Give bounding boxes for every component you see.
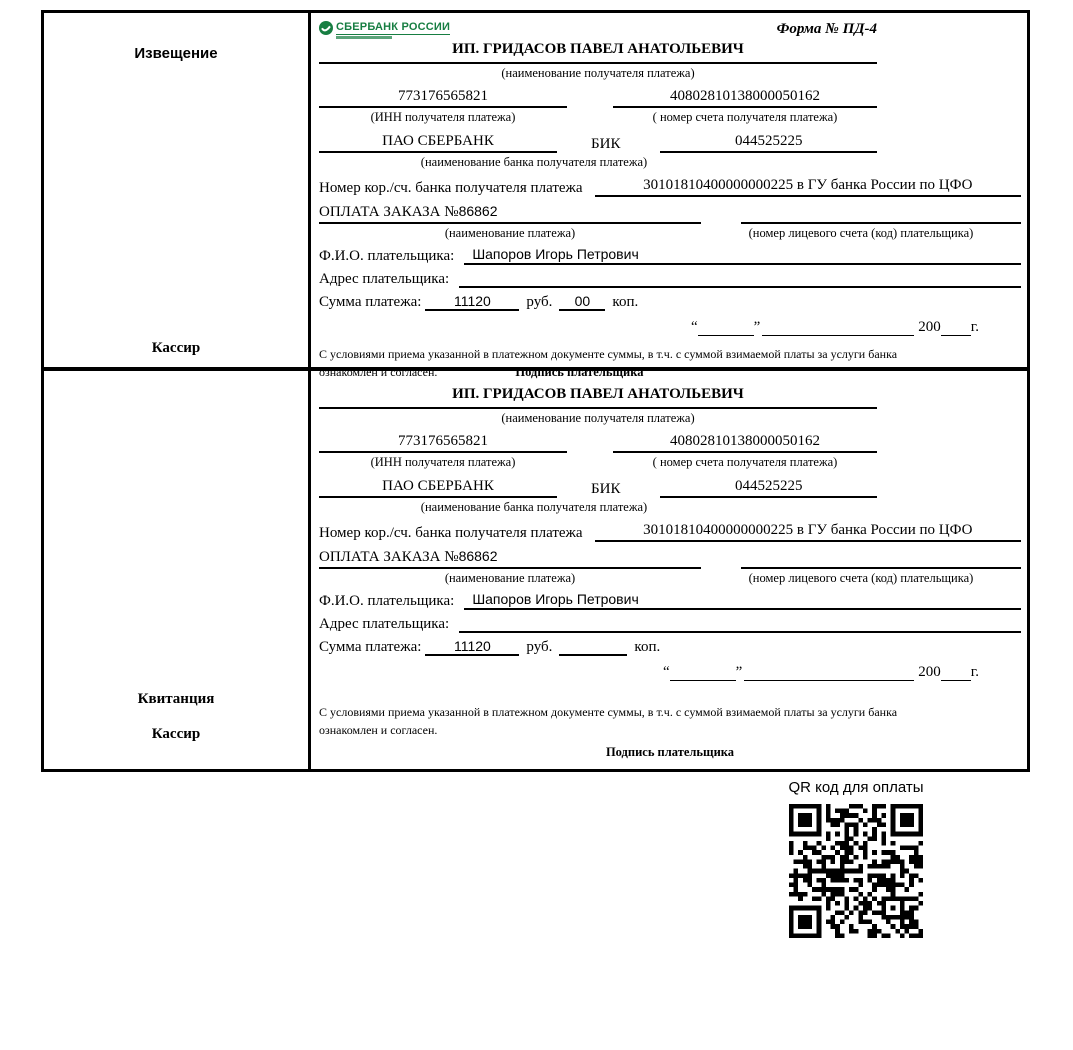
notice-section xyxy=(44,13,1027,379)
payer-fio-row xyxy=(319,591,1021,610)
year-suffix: г. xyxy=(970,664,979,680)
year-blank xyxy=(941,665,971,681)
payment-purpose-value: ОПЛАТА ЗАКАЗА №86862 xyxy=(319,203,701,224)
agreement-line2: ознакомлен и согласен. xyxy=(319,365,438,379)
payment-sum-row xyxy=(319,638,1021,656)
receipt-left-cell xyxy=(44,371,311,769)
rubles-label: руб. xyxy=(526,294,553,310)
close-quote: ” xyxy=(753,319,761,335)
payment-sum-label: Сумма платежа: xyxy=(319,294,422,310)
payer-address-row xyxy=(319,615,1021,633)
inn-value: 773176565821 xyxy=(319,433,567,453)
qr-block xyxy=(768,779,944,938)
inn-label: (ИНН получателя платежа) xyxy=(370,455,516,469)
inn-account-values xyxy=(319,433,877,453)
payment-purpose-row xyxy=(319,548,1021,569)
bank-row xyxy=(319,478,877,498)
payer-address-label: Адрес плательщика: xyxy=(319,616,450,632)
date-day-blank xyxy=(670,665,736,681)
header-row xyxy=(319,21,877,39)
personal-account-blank xyxy=(741,206,1021,224)
agreement-line1: С условиями приема указанной в платежном документе суммы, в т.ч. с суммой взимаемой платы за услуги банка xyxy=(319,347,898,361)
inn-account-values xyxy=(319,88,877,108)
sberbank-logo-subtext-strip xyxy=(336,36,392,39)
qr-code-image xyxy=(789,804,923,938)
account-value: 40802810138000050162 xyxy=(613,433,877,453)
payer-address-value xyxy=(459,615,1021,633)
bank-name-value: ПАО СБЕРБАНК xyxy=(319,133,557,153)
payer-signature-label: Подпись плательщика xyxy=(605,745,735,759)
form-number-label: Форма № ПД-4 xyxy=(776,21,877,37)
date-day-blank xyxy=(698,320,754,336)
payer-fio-label: Ф.И.О. плательщика: xyxy=(319,593,455,609)
account-label: ( номер счета получателя платежа) xyxy=(652,455,838,469)
payment-purpose-label: (наименование платежа) xyxy=(444,226,576,240)
payment-sum-label: Сумма платежа: xyxy=(319,639,422,655)
year-blank xyxy=(941,320,971,336)
payer-address-row xyxy=(319,270,1021,288)
receipt-section xyxy=(44,371,1027,769)
sberbank-logo-text: СБЕРБАНК РОССИИ xyxy=(336,21,451,33)
year-suffix: г. xyxy=(970,319,979,335)
kopecks-label: коп. xyxy=(634,639,661,655)
receipt-details xyxy=(311,371,1027,769)
inn-label: (ИНН получателя платежа) xyxy=(370,110,516,124)
agreement-text xyxy=(319,703,984,739)
payer-fio-value: Шапоров Игорь Петрович xyxy=(464,246,1021,265)
qr-code xyxy=(789,804,923,938)
account-value: 40802810138000050162 xyxy=(613,88,877,108)
sum-rubles-value: 11120 xyxy=(425,293,519,311)
order-number: 86862 xyxy=(458,203,498,219)
bank-row xyxy=(319,133,877,153)
corr-account-row xyxy=(319,177,1021,197)
qr-title: QR код для оплаты xyxy=(788,779,924,796)
payee-name: ИП. ГРИДАСОВ ПАВЕЛ АНАТОЛЬЕВИЧ xyxy=(319,386,877,409)
open-quote: “ xyxy=(690,319,698,335)
personal-account-blank xyxy=(741,551,1021,569)
payer-fio-label: Ф.И.О. плательщика: xyxy=(319,248,455,264)
date-month-blank xyxy=(744,665,914,681)
bank-name-label: (наименование банка получателя платежа) xyxy=(420,500,648,514)
bank-name-value: ПАО СБЕРБАНК xyxy=(319,478,557,498)
year-prefix: 200 xyxy=(918,664,941,680)
sberbank-logo-icon xyxy=(319,21,333,35)
corr-account-value: 30101810400000000225 в ГУ банка России по ЦФО xyxy=(595,177,1021,197)
sberbank-logo-textblock xyxy=(336,21,450,39)
date-row xyxy=(319,664,1021,681)
payment-purpose-row xyxy=(319,203,1021,224)
inn-value: 773176565821 xyxy=(319,88,567,108)
rubles-label: руб. xyxy=(526,639,553,655)
sberbank-logo xyxy=(319,21,450,39)
bik-value: 044525225 xyxy=(660,133,877,153)
date-month-blank xyxy=(762,320,914,336)
sum-kopecks-value xyxy=(559,638,627,656)
receipt-title: Квитанция xyxy=(137,691,215,707)
year-prefix: 200 xyxy=(918,319,941,335)
notice-left-cell xyxy=(44,13,311,367)
cashier-label: Кассир xyxy=(151,726,201,742)
payment-form xyxy=(41,10,1030,772)
recipient-name-label: (наименование получателя платежа) xyxy=(501,411,695,425)
bik-label: БИК xyxy=(591,136,621,152)
payer-fio-row xyxy=(319,246,1021,265)
sum-rubles-value: 11120 xyxy=(425,638,519,656)
bik-value: 044525225 xyxy=(660,478,877,498)
account-label: ( номер счета получателя платежа) xyxy=(652,110,838,124)
notice-details xyxy=(311,13,1027,379)
bik-label: БИК xyxy=(591,481,621,497)
agreement-line1: С условиями приема указанной в платежном документе суммы, в т.ч. с суммой взимаемой платы за услуги банка xyxy=(319,705,898,719)
payer-fio-value: Шапоров Игорь Петрович xyxy=(464,591,1021,610)
payee-name: ИП. ГРИДАСОВ ПАВЕЛ АНАТОЛЬЕВИЧ xyxy=(319,41,877,64)
bank-name-label: (наименование банка получателя платежа) xyxy=(420,155,648,169)
payer-signature-label: Подпись плательщика xyxy=(515,365,644,379)
kopecks-label: коп. xyxy=(612,294,639,310)
payer-address-value xyxy=(459,270,1021,288)
agreement-line2: ознакомлен и согласен. xyxy=(319,723,438,737)
personal-account-label: (номер лицевого счета (код) плательщика) xyxy=(748,226,974,240)
corr-account-row xyxy=(319,522,1021,542)
inn-account-labels xyxy=(319,108,877,125)
corr-account-label: Номер кор./сч. банка получателя платежа xyxy=(319,525,583,541)
payment-purpose-value: ОПЛАТА ЗАКАЗА №86862 xyxy=(319,548,701,569)
corr-account-label: Номер кор./сч. банка получателя платежа xyxy=(319,180,583,196)
payer-address-label: Адрес плательщика: xyxy=(319,271,450,287)
payment-purpose-label: (наименование платежа) xyxy=(444,571,576,585)
inn-account-labels xyxy=(319,453,877,470)
close-quote: ” xyxy=(735,664,743,680)
notice-title: Извещение xyxy=(134,45,218,62)
sum-kopecks-value: 00 xyxy=(559,293,605,311)
cashier-label: Кассир xyxy=(151,340,201,356)
personal-account-label: (номер лицевого счета (код) плательщика) xyxy=(748,571,974,585)
payment-sum-row xyxy=(319,293,1021,311)
recipient-name-label: (наименование получателя платежа) xyxy=(501,66,695,80)
corr-account-value: 30101810400000000225 в ГУ банка России по ЦФО xyxy=(595,522,1021,542)
date-row xyxy=(319,319,1021,336)
open-quote: “ xyxy=(662,664,670,680)
order-number: 86862 xyxy=(458,548,498,564)
